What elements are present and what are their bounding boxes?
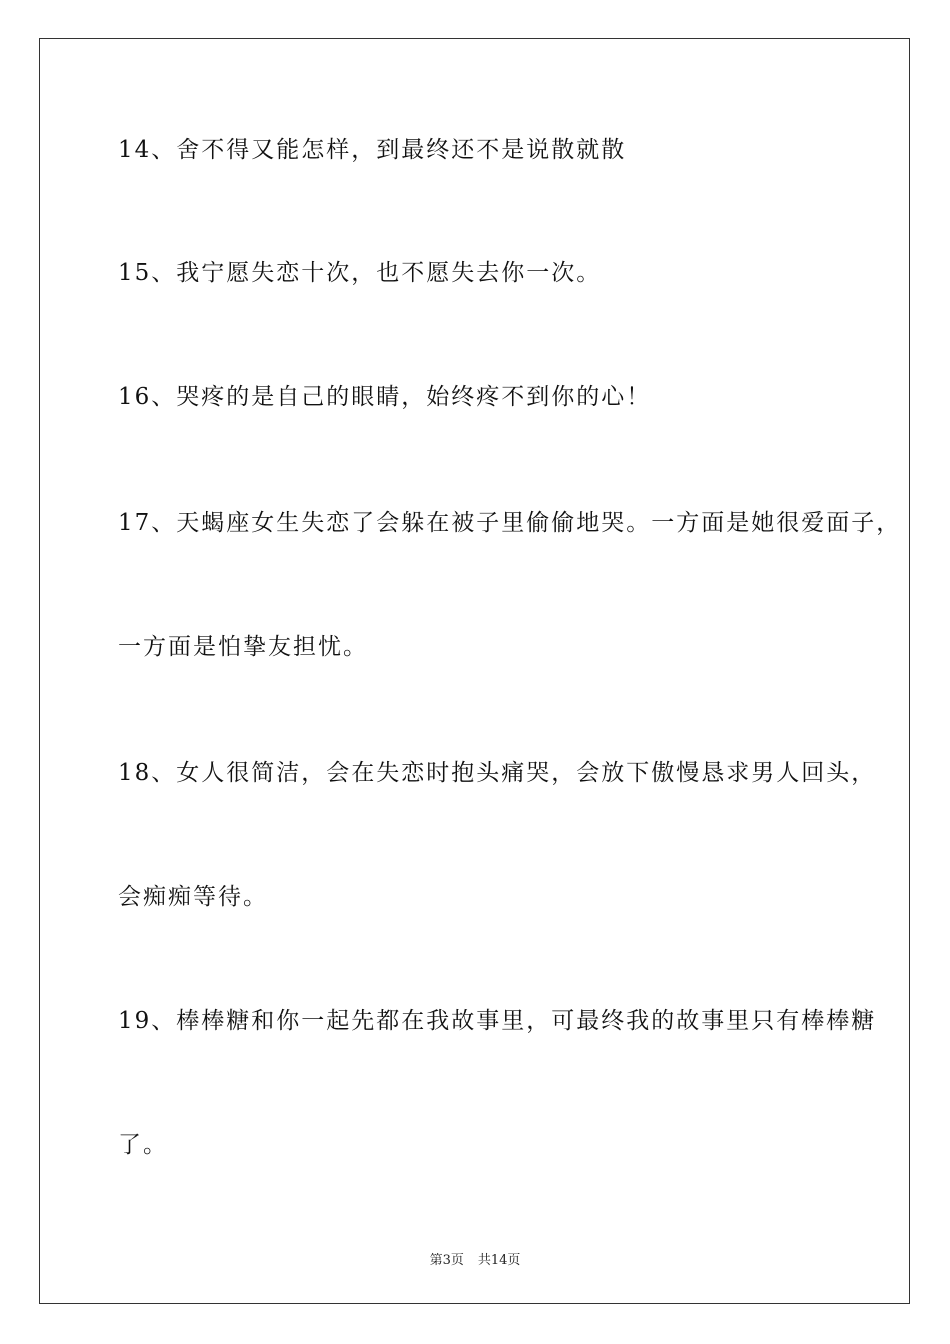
text-line-15: 15、我宁愿失恋十次，也不愿失去你一次。 (118, 260, 602, 286)
text-line-18-cont: 会痴痴等待。 (118, 884, 268, 910)
text-line-16: 16、哭疼的是自己的眼睛，始终疼不到你的心！ (118, 384, 652, 410)
text-line-18: 18、女人很简洁，会在失恋时抱头痛哭，会放下傲慢恳求男人回头， (118, 760, 877, 786)
text-line-14: 14、舍不得又能怎样，到最终还不是说散就散 (118, 137, 627, 163)
current-page-label: 第3页 (429, 1253, 464, 1268)
text-line-19-cont: 了。 (118, 1132, 168, 1158)
total-pages-label: 共14页 (477, 1253, 521, 1268)
page-footer (0, 1249, 950, 1268)
text-line-17-cont: 一方面是怕挚友担忧。 (118, 634, 368, 660)
text-line-19: 19、棒棒糖和你一起先都在我故事里，可最终我的故事里只有棒棒糖 (118, 1008, 877, 1034)
text-line-17: 17、天蝎座女生失恋了会躲在被子里偷偷地哭。一方面是她很爱面子， (118, 510, 902, 536)
page-border (39, 38, 910, 1304)
